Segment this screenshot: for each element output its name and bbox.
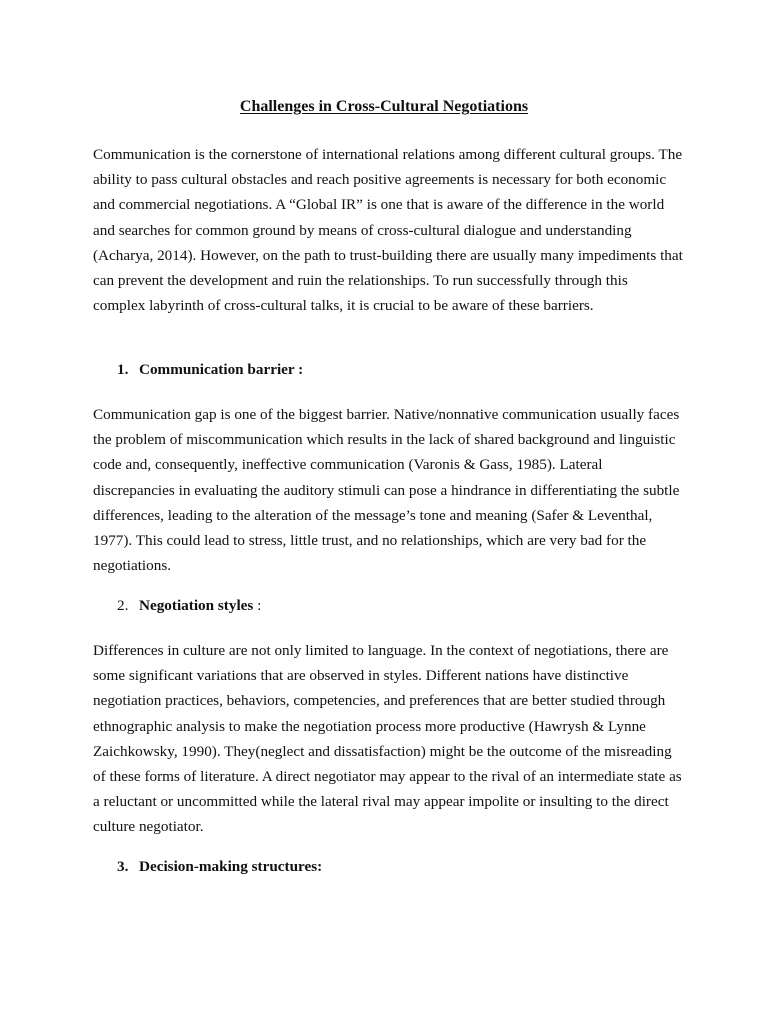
intro-paragraph: Communication is the cornerstone of international relations among different cultural groups. The ability to pass cultural obstacles and reach positive agreements is necessary for both economic and commercial negotiations. A “Global IR” is one that is aware of the difference in the world and searches for common ground by means of cross-cultural dialogue and understanding (Acharya, 2014). However, on the path to trust-building there are usually many impediments that can prevent the development and ruin the relationships. To run successfully through this complex labyrinth of cross-cultural talks, it is crucial to be aware of these barriers.	[93, 146, 683, 315]
communication-barrier-paragraph: Communication gap is one of the biggest barrier. Native/nonnative communication usually faces the problem of miscommunication which results in the lack of shared background and linguistic code and, consequently, ineffective communication (Varonis & Gass, 1985). Lateral discrepancies in evaluating the auditory stimuli can pose a hindrance in differentiating the subtle differences, leading to the alteration of the message’s tone and meaning (Safer & Leventhal, 1977). This could lead to stress, little trust, and no relationships, which are very bad for the negotiations.	[93, 406, 680, 575]
section-heading-text: Negotiation styles	[139, 597, 254, 614]
section-heading-text: Decision-making structures:	[139, 858, 323, 875]
section-heading-negotiation-styles	[117, 595, 261, 617]
section-heading-suffix: :	[253, 597, 262, 614]
section-heading-decision-making	[117, 856, 322, 878]
document-title: Challenges in Cross-Cultural Negotiations	[239, 98, 529, 115]
section-number: 1.	[117, 361, 129, 378]
section-number: 2.	[117, 597, 129, 614]
section-heading-text: Communication barrier :	[139, 361, 304, 378]
section-number: 3.	[117, 858, 129, 875]
negotiation-styles-paragraph: Differences in culture are not only limited to language. In the context of negotiations, there are some significant variations that are observed in styles. Different nations have distinctive negotiation practices, behaviors, competencies, and preferences that are better studied through ethnographic analysis to make the negotiation process more productive (Hawrysh & Lynne Zaichkowsky, 1990). They(neglect and dissatisfaction) might be the outcome of the misreading of these forms of literature. A direct negotiator may appear to the rival of an intermediate state as a reluctant or uncommitted while the lateral rival may appear impolite or insulting to the direct culture negotiator.	[93, 642, 682, 836]
section-heading-communication-barrier	[117, 359, 303, 381]
